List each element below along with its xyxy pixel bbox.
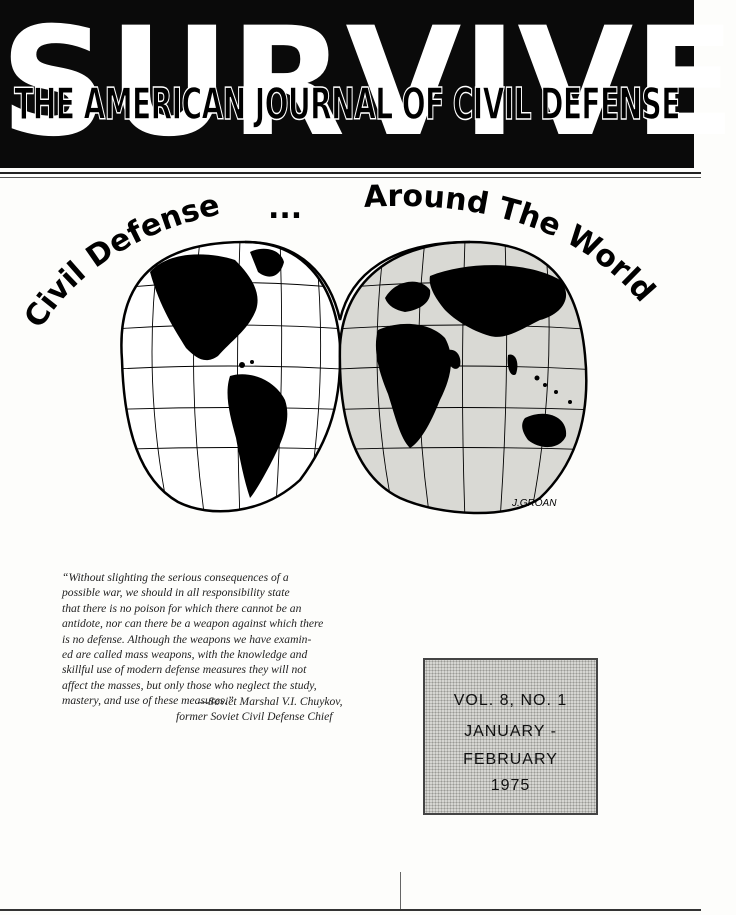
title-letter: V: [517, 0, 634, 170]
title-letter: V: [345, 0, 462, 170]
quote-author-title: former Soviet Civil Defense Chief: [176, 710, 333, 723]
quote-line: that there is no poison for which there cannot be an: [62, 601, 302, 615]
title-letter: I: [461, 0, 518, 170]
quote-line: skillful use of modern defense measures they will not: [62, 663, 307, 677]
headline-civil-defense: Civil Defense: [17, 187, 223, 335]
western-hemisphere: [100, 240, 360, 520]
headline-ellipsis: ...: [268, 191, 303, 226]
issue-info-box: [423, 658, 598, 815]
journal-subtitle: THE AMERICAN JOURNAL OF CIVIL DEFENSE: [14, 78, 680, 130]
quote-line: “Without slighting the serious consequences of a: [62, 571, 289, 584]
title-letter: E: [633, 0, 736, 170]
eastern-hemisphere: [320, 240, 600, 520]
quote-line: ed are called mass weapons, with the knowledge and: [62, 648, 308, 662]
title-letter: R: [229, 0, 346, 170]
headline-around-the-world: Around The World: [362, 180, 662, 309]
masthead: [0, 0, 736, 170]
artist-signature: J.GROAN: [512, 498, 557, 509]
quote-attribution: [176, 694, 396, 724]
bottom-rule: [0, 909, 701, 911]
issue-year: 1975: [490, 777, 531, 794]
issue-volume: VOL. 8, NO. 1: [453, 692, 568, 709]
quote-line: is no defense. Although the weapons we have examin-: [62, 632, 312, 646]
quote-line: possible war, we should in all responsibility state: [62, 586, 290, 600]
title-letter: U: [108, 0, 230, 170]
quote-line: antidote, nor can there be a weapon against which there: [62, 617, 324, 631]
masthead-rule-thin: [0, 177, 701, 178]
masthead-rule: [0, 172, 701, 174]
issue-month-end: FEBRUARY: [463, 751, 558, 768]
title-letter: S: [0, 0, 109, 170]
quote-author: —Soviet Marshal V.I. Chuykov,: [198, 695, 343, 708]
cover-illustration: [0, 180, 701, 540]
quote-line: affect the masses, but only those who neglect the study,: [62, 678, 317, 692]
issue-month-start: JANUARY -: [464, 723, 557, 740]
quote-line: mastery, and use of these measures.”: [62, 694, 234, 708]
journal-subtitle-band: [0, 78, 694, 130]
epigraph-quote: [62, 570, 362, 709]
scan-mark: [400, 872, 401, 909]
